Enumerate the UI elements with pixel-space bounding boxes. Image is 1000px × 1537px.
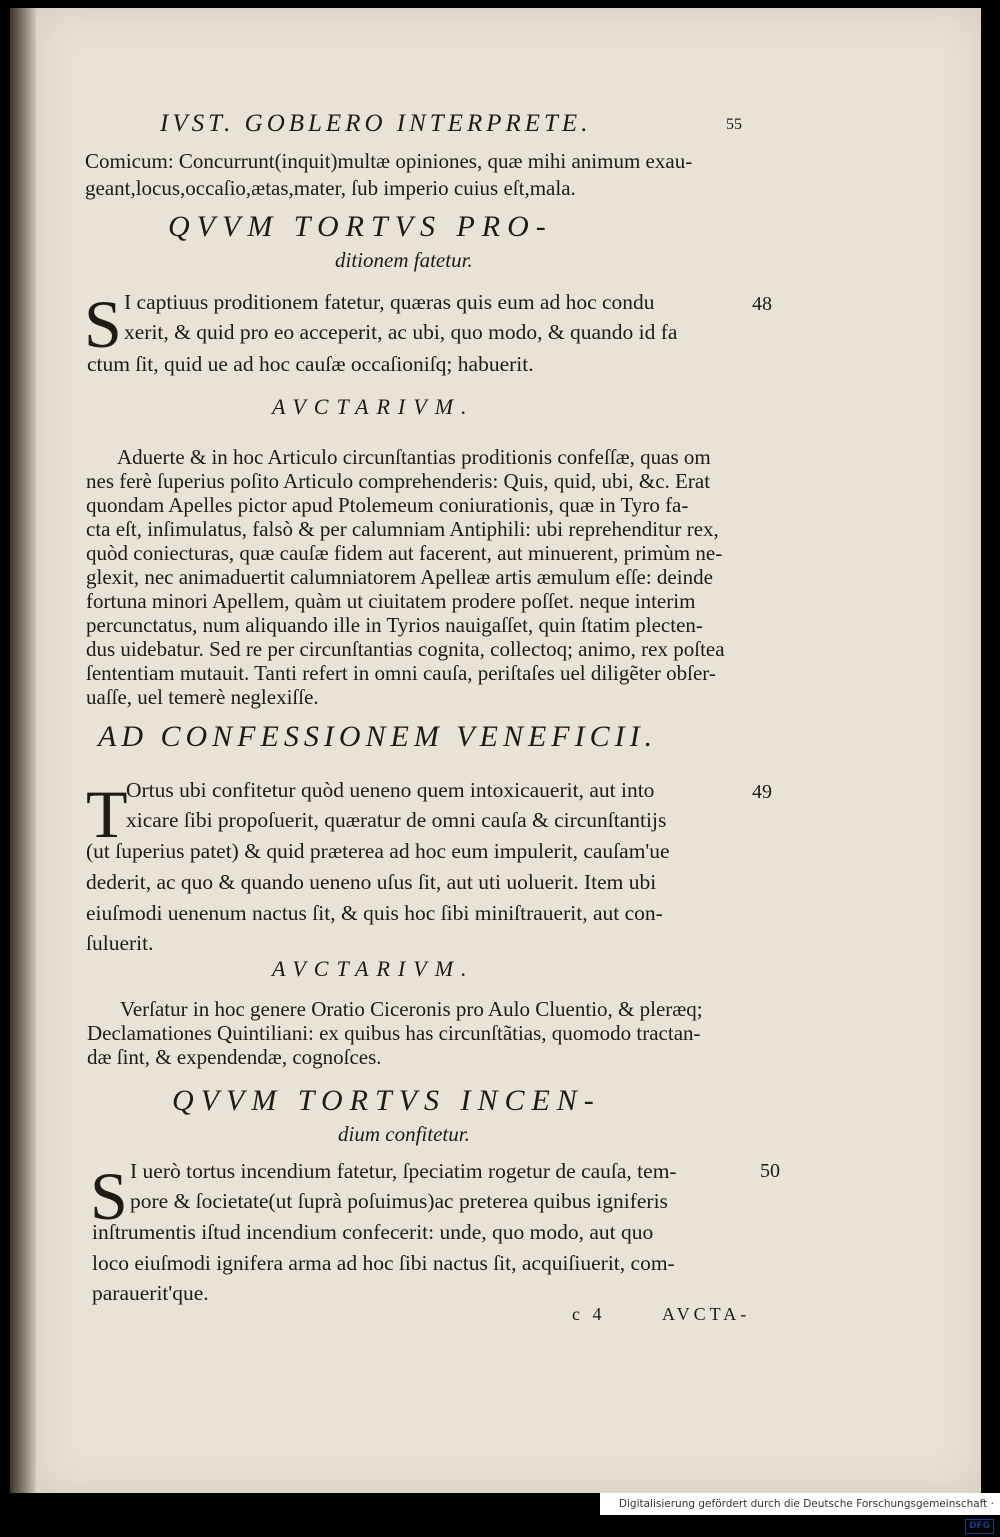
margin-number: 48 [752,293,772,315]
intro-line: geant,locus,occaſio,ætas,mater, ſub imperio cuius eſt,mala. [85,176,576,200]
auctarium-line: nes ferè ſuperius poſito Articulo comprehenderis: Quis, quid, ubi, &c. Erat [86,469,711,493]
page-number: 55 [726,116,742,133]
page-edge-shadow [10,8,36,1493]
auctarium-line: Verſatur in hoc genere Oratio Ciceronis pro Aulo Cluentio, & pleræq; [120,997,703,1021]
drop-cap: T [86,776,128,852]
auctarium-line: quondam Apelles pictor apud Ptolemeum coniurationis, quæ in Tyro fa- [86,493,689,517]
auctarium-line: dus uidebatur. Sed re per circunſtantias cognita, collectoq; animo, rex poſtea [86,637,725,661]
paragraph-line: pore & ſocietate(ut ſuprà poſuimus)ac preterea quibus igniferis [130,1189,668,1213]
auctarium-line: Declamationes Quintiliani: ex quibus has circunſtãtias, quomodo tractan- [87,1021,701,1045]
auctarium-line: Aduerte & in hoc Articulo circunſtantias proditionis confeſſæ, quas om [117,445,711,469]
auctarium-line: quòd coniecturas, quæ cauſæ fidem aut facerent, aut minuerent, primùm ne- [86,541,723,565]
paragraph-line: eiuſmodi uenenum nactus ſit, & quis hoc ſibi miniſtrauerit, aut con- [86,901,663,925]
section-title: QVVM TORTVS INCEN- [172,1084,601,1117]
drop-cap: S [84,286,122,362]
auctarium-line: ſententiam mutauit. Tanti refert in omni cauſa, periſtaſes uel diligẽter obſer- [86,661,716,685]
paragraph-line: ſuluerit. [86,931,154,955]
intro-line: Comicum: Concurrunt(inquit)multæ opiniones, quæ mihi animum exau- [85,149,693,173]
auctarium-line: dæ ſint, & expendendæ, cognoſces. [87,1045,382,1069]
section-subtitle: dium confitetur. [338,1122,470,1146]
auctarium-line: uaſſe, uel temerè neglexiſſe. [86,685,319,709]
auctarium-line: cta eſt, inſimulatus, falsò & per calumniam Antiphili: ubi reprehenditur rex, [86,517,719,541]
paragraph-line: xerit, & quid pro eo acceperit, ac ubi, quo modo, & quando id fa [124,320,678,344]
paragraph-line: I captiuus proditionem fatetur, quæras quis eum ad hoc condu [124,290,655,314]
section-title: AD CONFESSIONEM VENEFICII. [98,720,658,753]
section-title: QVVM TORTVS PRO- [168,210,553,243]
paragraph-line: xicare ſibi propoſuerit, quæratur de omni cauſa & circunſtantijs [126,808,667,832]
paragraph-line: inſtrumentis iſtud incendium confecerit: unde, quo modo, aut quo [92,1220,654,1244]
signature-mark: c 4 [572,1304,606,1324]
paragraph-line: loco eiuſmodi ignifera arma ad hoc ſibi nactus ſit, acquiſiuerit, com- [92,1251,675,1275]
margin-number: 49 [752,781,772,803]
section-subtitle: ditionem fatetur. [335,248,473,272]
paragraph-line: ctum ſit, quid ue ad hoc cauſæ occaſioniſq; habuerit. [87,352,534,376]
paragraph-line: Ortus ubi confitetur quòd ueneno quem intoxicauerit, aut into [126,778,655,802]
margin-number: 50 [760,1160,780,1182]
footer-text: Digitalisierung gefördert durch die Deutsche Forschungsgemeinschaft [618,1498,988,1510]
paragraph-line: (ut ſuperius patet) & quid præterea ad hoc eum impulerit, cauſam'ue [86,839,670,863]
catchword: AVCTA- [662,1304,751,1324]
paragraph-line: parauerit'que. [92,1281,209,1305]
drop-cap: S [90,1158,128,1234]
auctarium-line: percunctatus, num aliquando ille in Tyrios nauigaſſet, quin ſtatim plecten- [86,613,703,637]
auctarium-line: fortuna minori Apellem, quàm ut ciuitatem prodere poſſet. neque interim [86,589,696,613]
paragraph-line: dederit, ac quo & quando ueneno uſus ſit, aut uti uoluerit. Item ubi [86,870,657,894]
running-title: IVST. GOBLERO INTERPRETE. [160,110,592,137]
digitization-footer: Digitalisierung gefördert durch die Deutsche Forschungsgemeinschaft · DFG [600,1493,1000,1515]
auctarium-heading: AVCTARIVM. [272,394,475,419]
auctarium-line: glexit, nec animaduertit calumniatorem Apelleæ artis æmulum eſſe: deinde [86,565,713,589]
auctarium-heading: AVCTARIVM. [272,956,475,981]
dfg-logo: DFG [965,1519,994,1534]
paragraph-line: I uerò tortus incendium fatetur, ſpeciatim rogetur de cauſa, tem- [130,1159,677,1183]
